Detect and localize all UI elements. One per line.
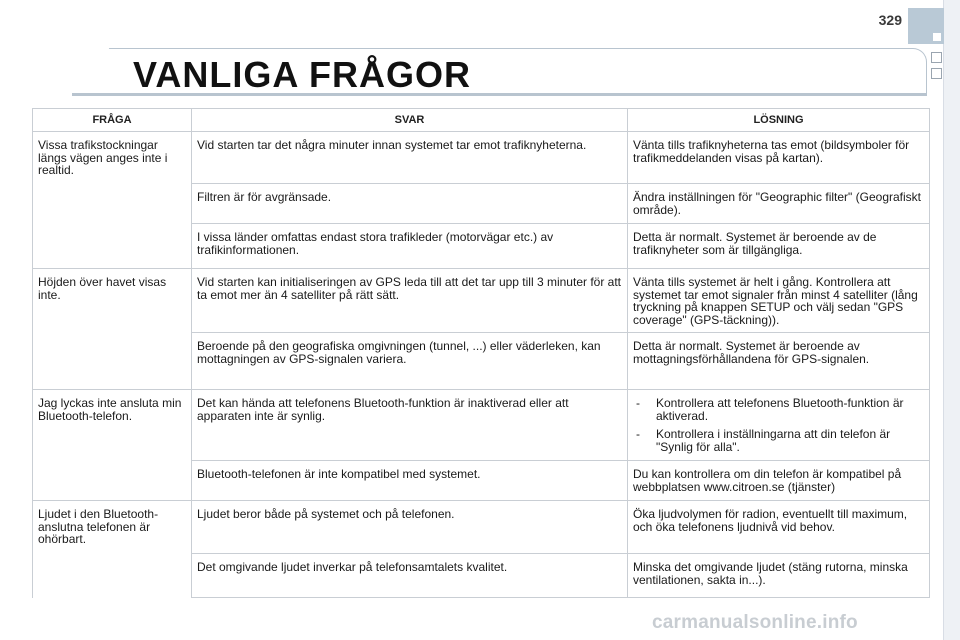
question-cell-continued: [33, 224, 192, 269]
answer-cell: Beroende på den geografiska omgivningen (tunnel, ...) eller väderleken, kan mottagningen av GPS-signalen variera.: [192, 333, 628, 390]
answer-cell: I vissa länder omfattas endast stora trafikleder (motorvägar etc.) av trafikinformationen.: [192, 224, 628, 269]
question-cell-continued: [33, 333, 192, 390]
header-answer: SVAR: [192, 109, 628, 132]
answer-cell: Det kan hända att telefonens Bluetooth-funktion är inaktiverad eller att apparaten inte är synlig.: [192, 390, 628, 461]
watermark: carmanualsonline.info: [652, 612, 858, 633]
solution-cell: Vänta tills trafiknyheterna tas emot (bildsymboler för trafikmeddelanden visas på kartan).: [628, 132, 930, 184]
question-cell-continued: [33, 554, 192, 598]
page-badge: [908, 8, 944, 44]
answer-cell: Vid starten kan initialiseringen av GPS leda till att det tar upp till 3 minuter för att ta emot mer än 4 satelliter på rätt sätt.: [192, 269, 628, 333]
answer-cell: Det omgivande ljudet inverkar på telefonsamtalets kvalitet.: [192, 554, 628, 598]
solution-cell: Detta är normalt. Systemet är beroende av mottagningsförhållandena för GPS-signalen.: [628, 333, 930, 390]
table-row: [33, 333, 930, 390]
solution-cell: Minska det omgivande ljudet (stäng rutorna, minska ventilationen, sakta in...).: [628, 554, 930, 598]
question-cell: Ljudet i den Bluetooth-anslutna telefonen är ohörbart.: [33, 501, 192, 554]
faq-table: [32, 108, 930, 598]
table-header-row: [33, 109, 930, 132]
answer-cell: Bluetooth-telefonen är inte kompatibel med systemet.: [192, 461, 628, 501]
table-row: [33, 132, 930, 184]
page-number: 329: [878, 12, 902, 28]
solution-cell: [628, 390, 930, 461]
question-cell: Höjden över havet visas inte.: [33, 269, 192, 333]
solution-cell: Vänta tills systemet är helt i gång. Kontrollera att systemet tar emot signaler från minst 4 satelliter (lång tryckning på knappen SETUP och välj sedan "GPS coverage" (GPS-täckning)).: [628, 269, 930, 333]
question-cell-continued: [33, 461, 192, 501]
side-marker-box: [931, 68, 942, 79]
solution-list: [633, 397, 925, 453]
page-title: VANLIGA FRÅGOR: [133, 54, 471, 95]
question-cell: Vissa trafikstockningar längs vägen anges inte i realtid.: [33, 132, 192, 184]
table-row: [33, 461, 930, 501]
table-row: [33, 554, 930, 598]
table-row: [33, 269, 930, 333]
table-row: [33, 184, 930, 224]
list-item: - Kontrollera i inställningarna att din telefon är "Synlig för alla".: [633, 428, 925, 453]
side-marker-box: [931, 52, 942, 63]
table-row: [33, 224, 930, 269]
question-cell: Jag lyckas inte ansluta min Bluetooth-telefon.: [33, 390, 192, 461]
solution-cell: Ändra inställningen för "Geographic filter" (Geografiskt område).: [628, 184, 930, 224]
solution-cell: Detta är normalt. Systemet är beroende av de trafiknyheter som är tillgängliga.: [628, 224, 930, 269]
solution-cell: Du kan kontrollera om din telefon är kompatibel på webbplatsen www.citroen.se (tjänster): [628, 461, 930, 501]
answer-cell: Filtren är för avgränsade.: [192, 184, 628, 224]
table-row: [33, 390, 930, 461]
answer-cell: Ljudet beror både på systemet och på telefonen.: [192, 501, 628, 554]
header-question: FRÅGA: [33, 109, 192, 132]
question-cell-continued: [33, 184, 192, 224]
right-margin-strip: [943, 0, 960, 640]
answer-cell: Vid starten tar det några minuter innan systemet tar emot trafiknyheterna.: [192, 132, 628, 184]
table-row: [33, 501, 930, 554]
list-item: - Kontrollera att telefonens Bluetooth-funktion är aktiverad.: [633, 397, 925, 422]
solution-cell: Öka ljudvolymen för radion, eventuellt till maximum, och öka telefonens ljudnivå vid behov.: [628, 501, 930, 554]
header-solution: LÖSNING: [628, 109, 930, 132]
badge-dot: [933, 33, 941, 41]
